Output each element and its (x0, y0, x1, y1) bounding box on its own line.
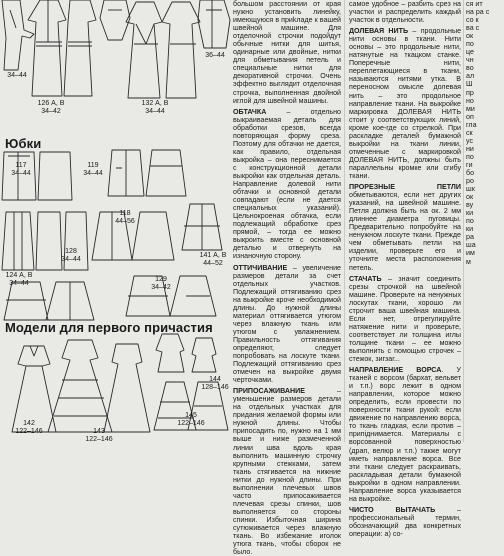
sketch-communion-143 (48, 340, 150, 432)
glossary-term: ДОЛЕВАЯ НИТЬ (349, 27, 409, 36)
glossary-entry (233, 264, 341, 385)
cut-text-fragment: бо (466, 168, 475, 177)
section-title-skirts: Юбки (5, 136, 42, 151)
label-model-number: 141 А, В (199, 252, 227, 259)
cut-text-fragment: ни (466, 144, 474, 153)
cut-text-fragment: ки (466, 209, 474, 218)
cut-text-fragment: им (466, 249, 475, 258)
cut-text-fragment: по (466, 217, 474, 226)
glossary-text: – увеличение размеров детали за счет отдельных участков. Подлежащий оттягиванию срез на выкройке кроче необходимой длины. До нужной длины материал оттягивается утюгом через влажную ткань или утюгом с увлажнением. Правильность оттягивания определяют, следует попробовать на лоскуте ткани. Подлежащий оттягиванию срез отмечен на выкройке двумя черточками. (233, 263, 341, 385)
label-size-range: 122–146 (15, 428, 43, 435)
glossary-entry (233, 387, 341, 556)
cut-text-fragment: по (466, 40, 474, 49)
label-size-range: 122–146 (85, 436, 113, 443)
glossary-text: – отдельно выкраиваемая деталь для обработки срезов, всегда повторяющая форму среза. Поэтому для обтачки не дается, как правило, отдельная выкройка – она переснимается с конструкционной детали выкройки как отдельная деталь. Направление долевой нити обтачки и основной детали совпадают (если не дается специальных указаний). Цельнокроеная обтачка, если подлежащий обработке срез прямой, – тогда ее можно выкроить вместе с основной деталью и отвернуть на изнаночную сторону. (233, 107, 341, 261)
cut-text-fragment: ал (466, 72, 475, 81)
cut-text-fragment: ок (466, 32, 474, 41)
glossary-term: ПРОРЕЗНЫЕ ПЕТЛИ (349, 183, 461, 192)
cut-text-fragment: ву (466, 201, 474, 210)
cut-text-fragment: гла (466, 120, 477, 129)
sketch-dress-126 (28, 0, 96, 96)
label-model-number: 117 (15, 162, 27, 169)
label-model-number: 126 А, В (37, 100, 65, 107)
label-top-right-size: 36–44 (205, 52, 225, 59)
label-top-left-size: 34–44 (7, 72, 27, 79)
label-size-range: 34–44 (145, 108, 165, 115)
column-divider (463, 0, 464, 442)
column-divider (344, 0, 345, 442)
glossary-term: СТАЧАТЬ (349, 274, 382, 283)
glossary-text: – уменьшение размеров детали на отдельных участках для придания желаемой формы или нужной длины. Чтобы припосадить по, нужно на 1 мм выше и ниже размеченной линии шва вдоль края выполнить машинную строчку крупными стежками, затем ткань стягивается на нижние нитки до нужной длины. При выполнении плечевых швов часто припосаживается плечевая срезы спинки, шов выполняется со стороны спинки. Избыточная ширина сутюживается через влажную ткань. Во избежание иголок утюга ткань, чтобы сборок не было. (233, 387, 341, 556)
label-size-range: 34–42 (41, 108, 61, 115)
glossary-term: ЧИСТО ВЫТАЧАТЬ (349, 505, 436, 514)
glossary-term: ОБТАЧКА (233, 107, 267, 116)
cut-text-fragment: Ш (466, 80, 473, 89)
glossary-text: большом расстоянии от края нужно установить линейку, имеющуюся в приkладе к вашей швейной машине. Для отделочной строчки подойдут обычные нитки для шитья, одинарные или двойные, нитки для обметывания петель и специальные нитки для декоративной строчки. Очень эффектно выглядит отделочная строчка, выполненная двойной иглой для швейной машины. (233, 0, 341, 105)
glossary-entry (349, 275, 461, 364)
label-skirt-117 (6, 162, 36, 178)
cut-text-fragment: ок (466, 193, 474, 202)
label-size-range: 128–146 (201, 384, 229, 391)
sketch-top-jacket-left (2, 0, 34, 70)
sketch-skirt-119 (108, 150, 186, 196)
glossary-entry (349, 183, 461, 272)
label-skirt-141 (198, 252, 228, 268)
pattern-sketches-column (0, 0, 232, 442)
cut-text-fragment: но (466, 96, 474, 105)
label-comm-142 (14, 420, 44, 436)
cut-text-fragment: ра (466, 233, 474, 242)
label-model-number: 144 (209, 376, 221, 383)
glossary-text: обметываются, если нет других указаний, на швейной машине. Петля должна быть на ок. 2 мм длиннее диаметра пуговицы. Предварительно попробуйте на ненужном лоскуте ткани. Прежде чем обметывать петли на изделии, проверьте его и уточните места расположения петель. (349, 191, 461, 272)
label-comm-143 (84, 428, 114, 444)
label-skirt-128 (56, 248, 86, 264)
cut-text-fragment: ми (466, 104, 475, 113)
label-size-range: 34–44 (61, 256, 81, 263)
cut-text-fragment: ки (466, 225, 474, 234)
cut-text-fragment: ги (466, 160, 473, 169)
glossary-entry (349, 27, 461, 180)
label-size-range: 34–44 (83, 170, 103, 177)
glossary-text: – значит соединить срезы строчкой на швейной машине. Проверьте на ненужных лоскутах ткани, хорошо ли строчит ваша швейная машина. Если нет, отрегулируйте натяжение нити и проверьте, соответствует ли толщина иглы толщине ткани – ее можно выполнить с помощью строчек – стежок, зигзаг... (349, 274, 461, 364)
glossary-term: НАПРАВЛЕНИЕ ВОРСА (349, 366, 442, 375)
cut-text-fragment: на ра с (466, 8, 490, 17)
cut-text-fragment: оп (466, 112, 474, 121)
label-size-range: 44–56 (115, 218, 135, 225)
label-dress-126 (36, 100, 66, 116)
cut-text-fragment: чн (466, 56, 474, 65)
glossary-column-2 (349, 0, 462, 538)
label-skirt-118 (110, 210, 140, 226)
cut-text-fragment: со к (466, 16, 479, 25)
glossary-entry (349, 366, 461, 503)
cut-text-fragment: м (466, 257, 471, 266)
cut-text-fragment: по (466, 152, 474, 161)
glossary-column-3-cut (466, 0, 504, 442)
label-size-range: 44–52 (203, 260, 223, 267)
label-model-number: 142 (23, 420, 35, 427)
label-size-range: 122–146 (177, 420, 205, 427)
glossary-text: самое удобное – разбить срез на участки и распределить каждый участок в отдельности. (349, 0, 461, 25)
label-size-range: 34–44 (9, 280, 29, 287)
label-model-number: 145 (185, 412, 197, 419)
glossary-term: ПРИПОСАЖИВАНИЕ (233, 387, 305, 396)
label-skirt-129 (146, 276, 176, 292)
glossary-entry (233, 108, 341, 261)
glossary-text: – профессиональный термин, обозначающий два конкретных операции: a) со- (349, 505, 461, 538)
sketch-skirt-141 (182, 204, 222, 250)
cut-text-fragment: во (466, 64, 474, 73)
cut-text-fragment: ус (466, 136, 474, 145)
cut-text-fragment: пр (466, 88, 474, 97)
label-size-range: 34–44 (11, 170, 31, 177)
glossary-text: – продольные нити основы в ткани. Нити основы – это продольные нити, натянутые на ткацком станке. Поперечные нити, переплетающиеся в ткани, называются нитями утка. В переносном смысле долевая нить – это продольное направление ткани. На выкройке маркировка ДОЛЕВАЯ НИТЬ стоит у соответствующих линий, кроме кое-где со стрелкой. При раскладке деталей бумажной выкройки на ткани линии, отмеченные с маркировкой ДОЛЕВАЯ НИТЬ, должны быть параллельны кромке или сгибу ткани. (349, 27, 462, 180)
label-model-number: 143 (93, 428, 105, 435)
label-model-number: 124 А, В (5, 272, 33, 279)
label-skirt-124 (4, 272, 34, 288)
glossary-term: ОТТИЧИВАНИЕ (233, 263, 288, 272)
cut-text-fragment: ся ит (466, 0, 483, 8)
label-model-number: 129 (155, 276, 167, 283)
cut-text-fragment: ва с (466, 24, 480, 33)
cut-text-fragment: шк (466, 185, 475, 194)
glossary-entry (233, 0, 341, 105)
label-dress-132 (140, 100, 170, 116)
label-skirt-119 (78, 162, 108, 178)
cut-text-fragment: це (466, 48, 474, 57)
cut-text-fragment: ро (466, 177, 474, 186)
label-model-number: 132 А, В (141, 100, 169, 107)
glossary-text: . У тканей с ворсом (бархат, вельвет и т.п.) ворс лежит в одном направлении, которое можно определить, если провести по поверхности ткани рукой: если движение по направлению ворса, то ткань гладкая, если против – припіднимается. Материалы с ворсованной поверхностью (драп, велюр и т.п.) также могут иметь направление ворса. Все эти ткани следует раскраивать, раскладывая детали бумажной выкройки в одном направлении. Направление ворса указывается на выкройке. (349, 366, 461, 503)
glossary-entry (349, 0, 461, 24)
cut-text-fragment: ша (466, 241, 476, 250)
label-size-range: 34–42 (151, 284, 171, 291)
glossary-entry (349, 506, 461, 538)
sketch-top-middle (100, 0, 130, 40)
cut-text-fragment: ск (466, 128, 473, 137)
sketch-dress-132 (126, 2, 200, 98)
label-comm-145 (176, 412, 206, 428)
label-comm-144 (200, 376, 230, 392)
label-model-number: 119 (87, 162, 99, 169)
label-model-number: 118 (119, 210, 131, 217)
glossary-column-1 (233, 0, 341, 556)
sketch-top-right (198, 0, 230, 48)
sketch-communion-144 (156, 334, 216, 372)
section-title-communion: Модели для первого причастия (5, 320, 213, 335)
label-model-number: 128 (65, 248, 77, 255)
